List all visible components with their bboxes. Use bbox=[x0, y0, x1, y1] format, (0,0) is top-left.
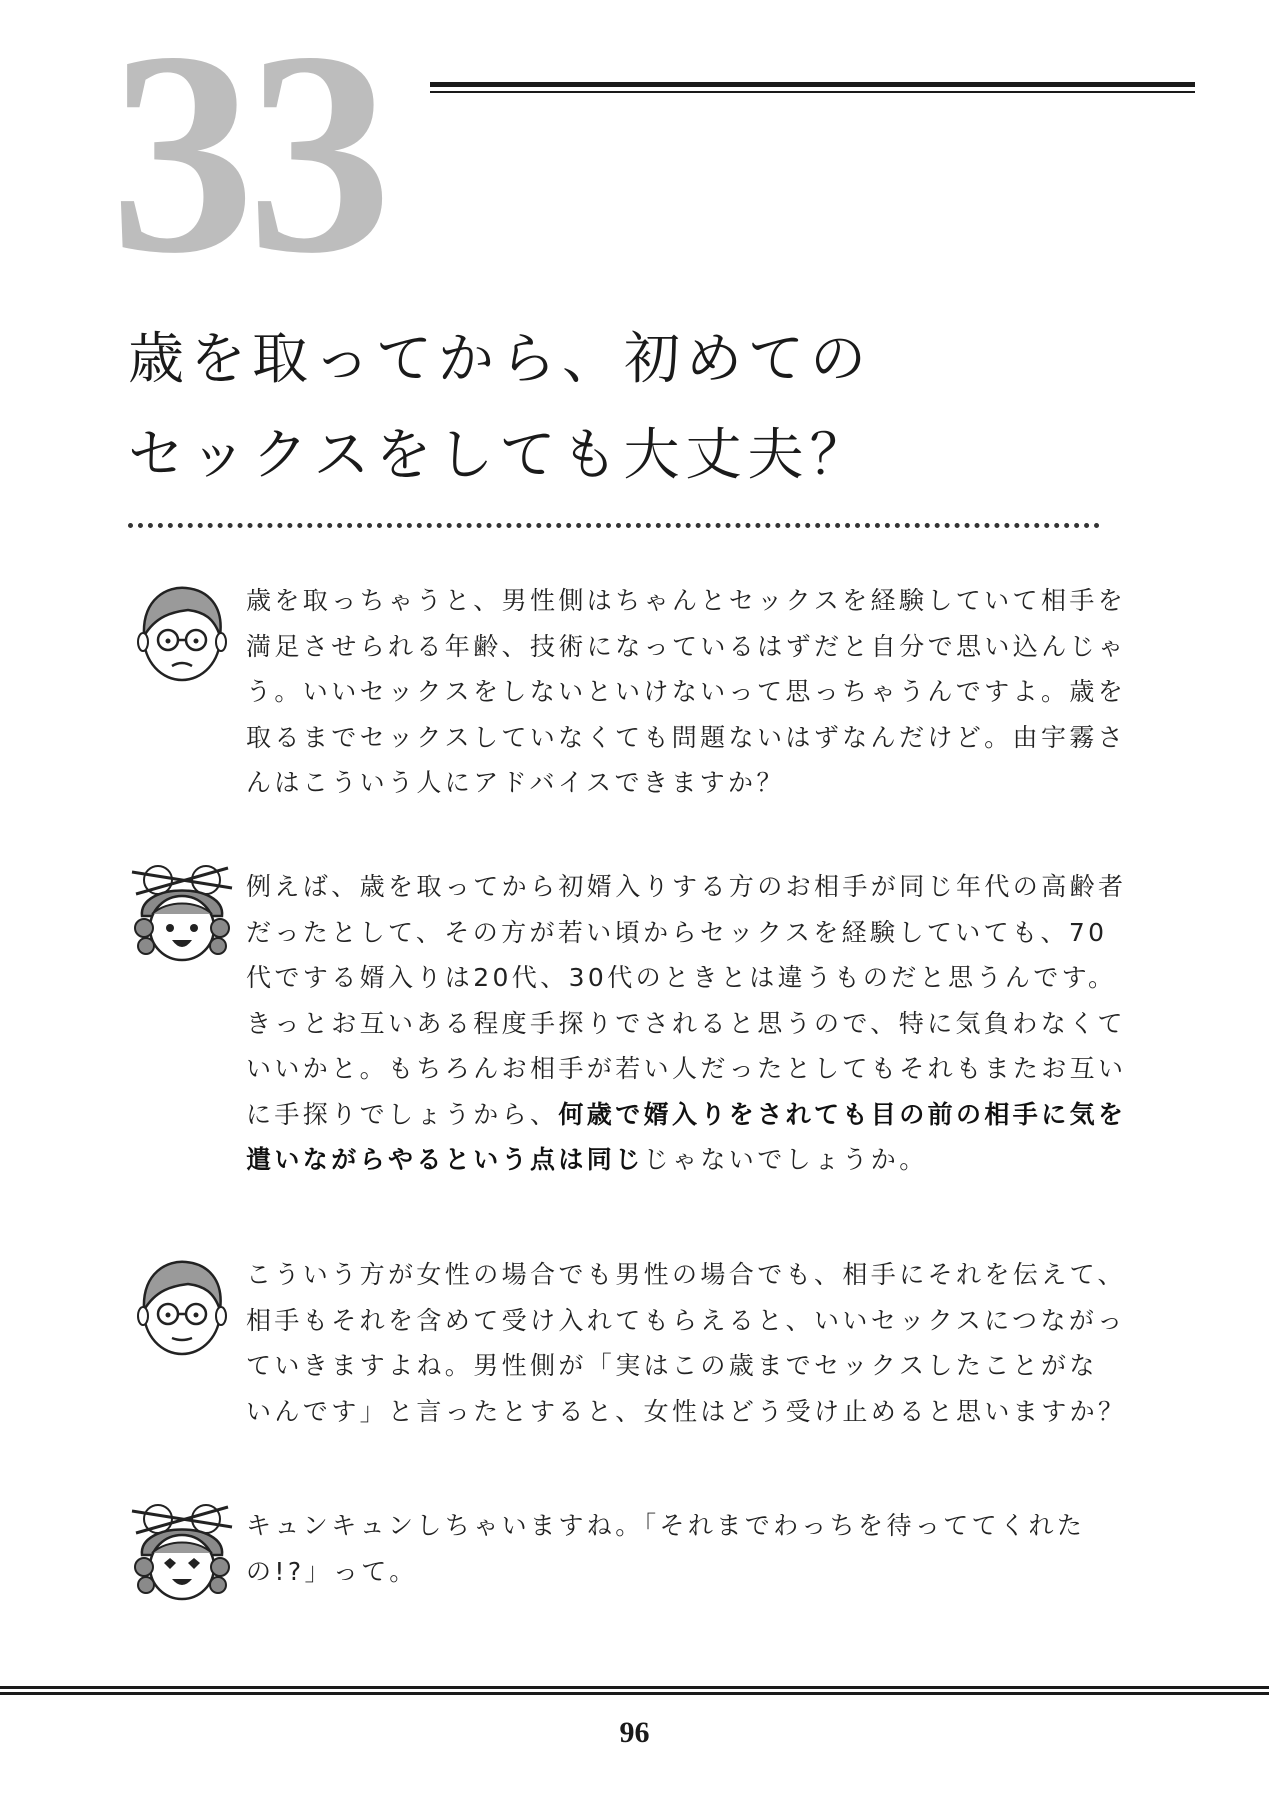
speech-line: キュンキュンしちゃいますね。「それまでわっちを待っててくれた bbox=[246, 1511, 1086, 1540]
dotted-divider bbox=[128, 523, 1100, 528]
header-rule bbox=[430, 82, 1195, 93]
oiran-woman-smiling-avatar-icon bbox=[128, 1497, 236, 1605]
page-title bbox=[128, 312, 1128, 504]
speech-line: こういう方が女性の場合でも男性の場合でも、相手にそれを伝えて、 bbox=[246, 1260, 1126, 1289]
speech-text bbox=[246, 1252, 1127, 1434]
speech-line: 満足させられる年齢、技術になっているはずだと自分で思い込んじゃ bbox=[246, 631, 1127, 661]
speech-text bbox=[246, 1503, 1098, 1594]
speech-text bbox=[246, 578, 1127, 806]
speech-line: いいかと。もちろんお相手が若い人だったとしてもそれもまたお互い bbox=[246, 1054, 1127, 1083]
speech-line: の!?」って。 bbox=[246, 1556, 418, 1586]
man-with-glasses-avatar-icon bbox=[128, 578, 236, 686]
title-line: 歳を取ってから、初めての bbox=[128, 327, 872, 392]
title-line: セックスをしても大丈夫？ bbox=[128, 423, 872, 488]
speech-line: きっとお互いある程度手探りでされると思うので、特に気負わなくて bbox=[246, 1008, 1126, 1038]
footer-rule bbox=[0, 1686, 1269, 1695]
speech-line: ていきますよね。男性側が「実はこの歳までセックスしたことがな bbox=[246, 1351, 1098, 1380]
chapter-number: 33 bbox=[110, 0, 384, 313]
oiran-woman-avatar-icon bbox=[128, 858, 236, 966]
speech-line: 代でする婿入りは20代、30代のときとは違うものだと思うんです。 bbox=[246, 963, 1117, 992]
plain-text: に手探りでしょうから、 bbox=[246, 1099, 559, 1129]
speech-line: だったとして、その方が若い頃からセックスを経験していても、70 bbox=[246, 917, 1108, 947]
emphasis-text: 遣いながらやるという点は同じ bbox=[246, 1145, 644, 1174]
speech-line: 相手もそれを含めて受け入れてもらえると、いいセックスにつながっ bbox=[246, 1305, 1126, 1335]
speech-line: いんです」と言ったとすると、女性はどう受け止めると思いますか？ bbox=[246, 1396, 1127, 1426]
emphasis-text: 何歳で婿入りをされても目の前の相手に気を bbox=[558, 1099, 1127, 1129]
speech-line bbox=[246, 1092, 1127, 1138]
speech-line: 例えば、歳を取ってから初婿入りする方のお相手が同じ年代の高齢者 bbox=[246, 872, 1127, 901]
speech-line: 歳を取っちゃうと、男性側はちゃんとセックスを経験していて相手を bbox=[246, 586, 1127, 615]
speech-line: う。いいセックスをしないといけないって思っちゃうんですよ。歳を bbox=[246, 677, 1127, 706]
speech-line bbox=[246, 1137, 1098, 1183]
speech-text bbox=[246, 864, 1127, 1183]
page-number: 96 bbox=[619, 1716, 650, 1749]
man-with-glasses-avatar-icon bbox=[128, 1252, 236, 1360]
plain-text: じゃないでしょうか。 bbox=[643, 1145, 928, 1174]
speech-line: んはこういう人にアドバイスできますか？ bbox=[246, 768, 785, 797]
speech-line: 取るまでセックスしていなくても問題ないはずなんだけど。由宇霧さ bbox=[246, 722, 1127, 752]
